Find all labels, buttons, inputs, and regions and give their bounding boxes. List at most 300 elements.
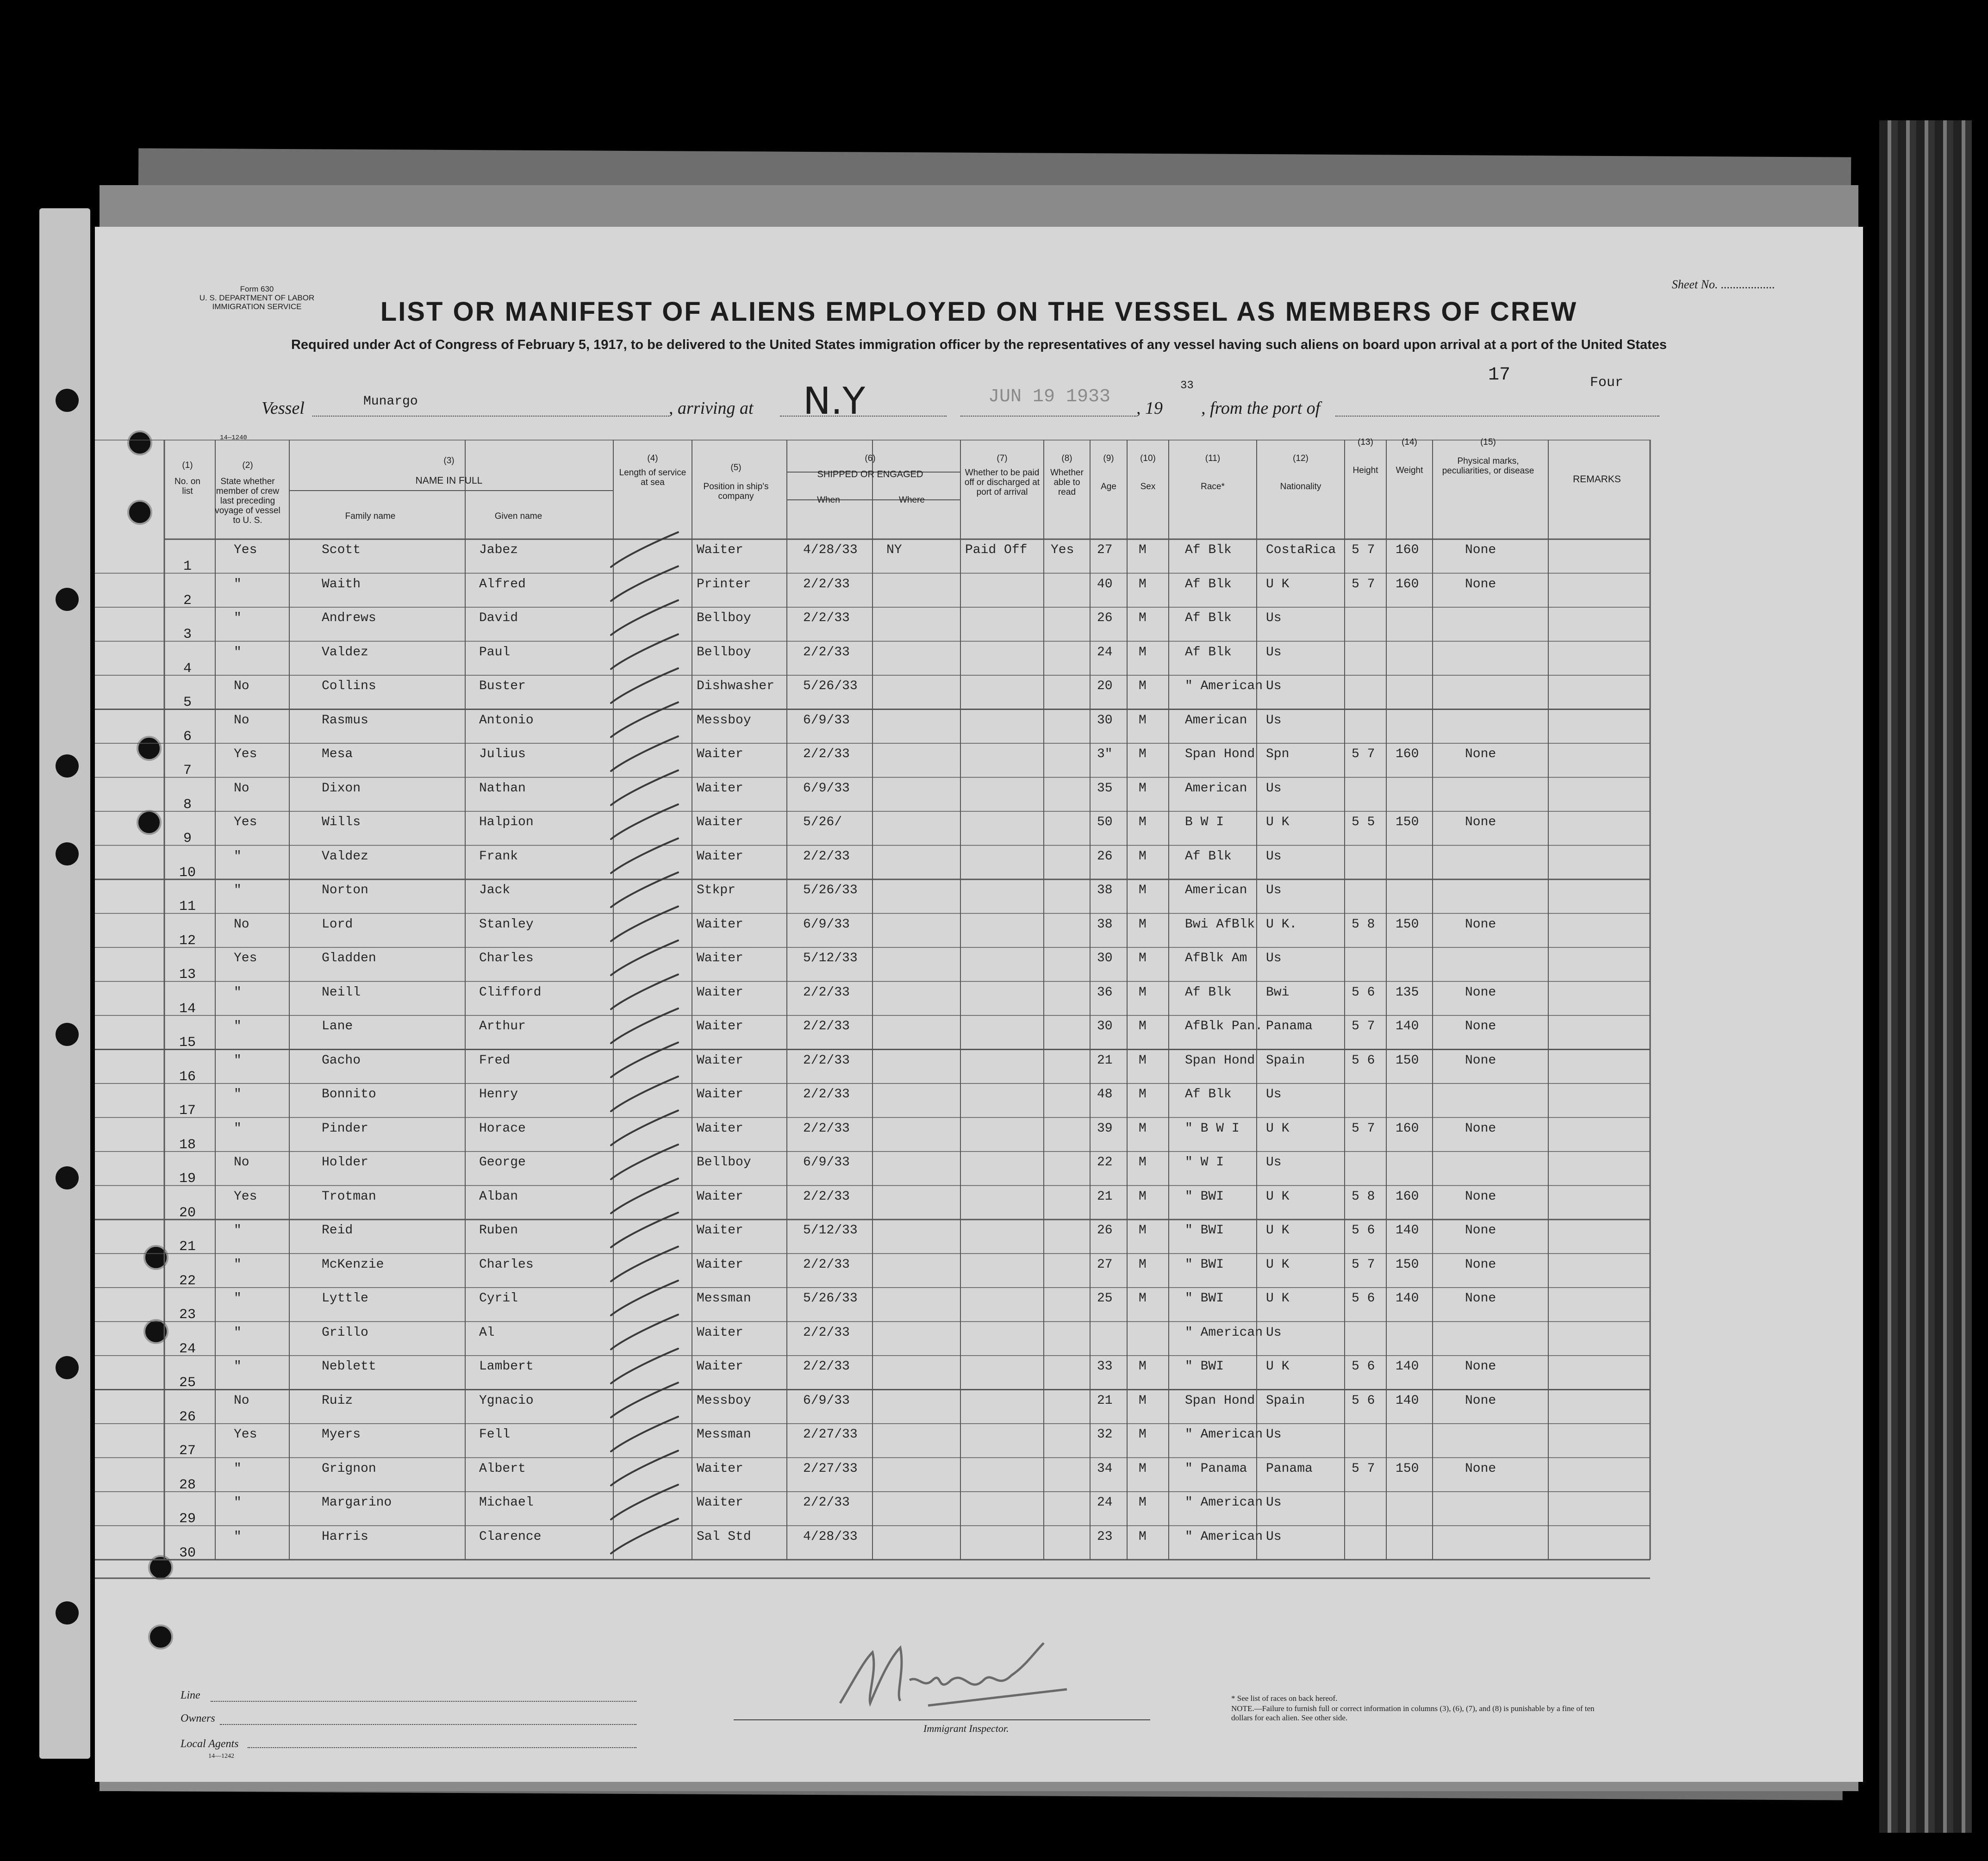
family-name-cell: Andrews [322,611,376,625]
row-number: 14 [179,1001,196,1017]
position-cell: Waiter [697,1019,743,1033]
prev-voyage-cell: " [234,1019,242,1033]
date-stamp: JUN 19 1933 [988,386,1111,407]
age-cell: 3" [1097,747,1113,761]
family-name-cell: Norton [322,883,368,897]
given-name-cell: Fred [479,1053,511,1068]
header-where: Where [899,495,925,505]
prev-voyage-cell: No [234,781,249,796]
check-mark [611,1519,678,1554]
shipped-when-cell: 4/28/33 [803,543,858,557]
shipped-where-cell: NY [886,543,902,557]
prev-voyage-cell: " [234,577,242,591]
shipped-when-cell: 2/2/33 [803,1495,850,1510]
family-name-cell: Valdez [322,849,368,864]
given-name-cell: Frank [479,849,518,864]
nationality-cell: Spain [1266,1393,1305,1408]
age-cell: 36 [1097,985,1113,1000]
prev-voyage-cell: " [234,1121,242,1136]
race-cell: Af Blk [1185,849,1232,864]
weight-cell: 160 [1396,1121,1419,1136]
age-cell: 24 [1097,645,1113,660]
family-name-cell: Harris [322,1529,368,1544]
position-cell: Messboy [697,713,751,728]
check-mark [611,975,678,1009]
height-cell: 5 7 [1352,1257,1375,1272]
shipped-when-cell: 4/28/33 [803,1529,858,1544]
family-name-cell: Collins [322,679,376,693]
position-cell: Waiter [697,781,743,796]
age-cell: 39 [1097,1121,1113,1136]
row-number: 16 [179,1069,196,1085]
sex-cell: M [1139,1053,1147,1068]
race-cell: " American [1185,1427,1263,1442]
form-number: Form 630 [240,285,274,293]
sex-cell: M [1139,577,1147,591]
sheet-number-label: Sheet No. .................. [1671,278,1775,291]
check-mark [611,1383,678,1418]
age-cell: 27 [1097,1257,1113,1272]
height-cell: 5 6 [1352,985,1375,1000]
position-cell: Messman [697,1291,751,1306]
position-cell: Messman [697,1427,751,1442]
prev-voyage-cell: " [234,1529,242,1544]
shipped-when-cell: 2/2/33 [803,747,850,761]
arriving-label: , arriving at [669,398,754,418]
check-mark [611,1247,678,1282]
race-cell: Span Hond [1185,1393,1255,1408]
family-name-cell: Bonnito [322,1087,376,1102]
row-number: 1 [183,559,192,574]
sex-cell: M [1139,917,1147,932]
nationality-cell: U K [1266,1257,1290,1272]
physical-marks-cell: None [1465,577,1496,591]
check-mark [611,1315,678,1350]
weight-cell: 140 [1396,1291,1419,1306]
prev-voyage-cell: " [234,1325,242,1340]
weight-cell: 160 [1396,543,1419,557]
given-name-cell: Jabez [479,543,518,557]
check-mark [611,635,678,669]
position-cell: Waiter [697,1053,743,1068]
nationality-cell: Panama [1266,1461,1313,1476]
row-number: 17 [179,1103,196,1119]
given-name-cell: Antonio [479,713,534,728]
age-cell: 30 [1097,1019,1113,1033]
sex-cell: M [1139,1189,1147,1204]
family-name-cell: Trotman [322,1189,376,1204]
binder-hole [56,389,79,412]
position-cell: Stkpr [697,883,736,897]
shipped-when-cell: 2/27/33 [803,1427,858,1442]
agents-code: 14—1242 [208,1753,234,1760]
position-cell: Dishwasher [697,679,775,693]
physical-marks-cell: None [1465,1053,1496,1068]
age-cell: 33 [1097,1359,1113,1374]
shipped-when-cell: 6/9/33 [803,1393,850,1408]
nationality-cell: Us [1266,1325,1282,1340]
family-name-cell: Holder [322,1155,368,1170]
row-number: 30 [179,1545,196,1561]
shipped-when-cell: 6/9/33 [803,917,850,932]
age-cell: 38 [1097,883,1113,897]
age-cell: 25 [1097,1291,1113,1306]
given-name-cell: Nathan [479,781,526,796]
prev-voyage-cell: No [234,1393,249,1408]
family-name-cell: Margarino [322,1495,392,1510]
weight-cell: 150 [1396,1257,1419,1272]
physical-marks-cell: None [1465,1257,1496,1272]
family-name-cell: Neblett [322,1359,376,1374]
weight-cell: 150 [1396,1053,1419,1068]
header-no: (1) No. on list [174,461,200,496]
check-mark [611,872,678,907]
race-cell: B W I [1185,815,1224,829]
nationality-cell: Us [1266,1155,1282,1170]
prev-voyage-cell: " [234,1495,242,1510]
height-cell: 5 8 [1352,917,1375,932]
prev-voyage-cell: " [234,645,242,660]
binder-hole [56,1023,79,1046]
handwritten-17: 17 [1488,365,1511,386]
nationality-cell: Us [1266,1495,1282,1510]
sex-cell: M [1139,747,1147,761]
arriving-value: N.Y [803,380,866,423]
given-name-cell: Al [479,1325,495,1340]
family-name-cell: Ruiz [322,1393,353,1408]
prev-voyage-cell: Yes [234,543,257,557]
race-cell: Span Hond [1185,1053,1255,1068]
prev-voyage-cell: " [234,883,242,897]
race-cell: AfBlk Pan. [1185,1019,1263,1033]
age-cell: 32 [1097,1427,1113,1442]
prev-voyage-cell: " [234,1257,242,1272]
check-mark [611,1417,678,1451]
race-cell: " American [1185,1325,1263,1340]
header-given-name: Given name [494,511,542,521]
physical-marks-cell: None [1465,1291,1496,1306]
physical-marks-cell: None [1465,1189,1496,1204]
nationality-cell: Panama [1266,1019,1313,1033]
row-number: 10 [179,865,196,881]
height-cell: 5 6 [1352,1393,1375,1408]
races-note: * See list of races on back hereof. [1231,1694,1338,1703]
weight-cell: 150 [1396,1461,1419,1476]
family-name-cell: McKenzie [322,1257,384,1272]
prev-voyage-cell: Yes [234,1189,257,1204]
age-cell: 21 [1097,1189,1113,1204]
race-cell: Af Blk [1185,985,1232,1000]
binder-strip [39,208,90,1759]
race-cell: " Panama [1185,1461,1247,1476]
nationality-cell: Us [1266,883,1282,897]
shipped-when-cell: 2/2/33 [803,1053,850,1068]
race-cell: " BWI [1185,1189,1224,1204]
race-cell: " BWI [1185,1359,1224,1374]
row-number: 22 [179,1273,196,1289]
position-cell: Waiter [697,1359,743,1374]
sex-cell: M [1139,849,1147,864]
prev-voyage-cell: " [234,611,242,625]
header-name: (3) NAME IN FULL [415,456,483,486]
prev-voyage-cell: No [234,713,249,728]
sex-cell: M [1139,713,1147,728]
sex-cell: M [1139,679,1147,693]
race-cell: American [1185,781,1247,796]
height-cell: 5 7 [1352,1121,1375,1136]
form-code: 14—1240 [220,434,247,442]
given-name-cell: Alban [479,1189,518,1204]
sheet-label: Sheet No. [1671,278,1718,291]
age-cell: 26 [1097,1223,1113,1238]
penalty-note: NOTE.—Failure to furnish full or correct information in columns (3), (6), (7), and (8) is punishable by a fine of ten dollars for each alien. See other side. [1231,1704,1595,1722]
shipped-when-cell: 2/2/33 [803,1189,850,1204]
race-cell: " American [1185,679,1263,693]
race-cell: Af Blk [1185,577,1232,591]
from-port-label: , from the port of [1201,398,1321,418]
given-name-cell: Albert [479,1461,526,1476]
prev-voyage-cell: " [234,1461,242,1476]
shipped-when-cell: 2/2/33 [803,1325,850,1340]
given-name-cell: Clarence [479,1529,542,1544]
family-name-cell: Myers [322,1427,361,1442]
given-name-cell: Stanley [479,917,534,932]
age-cell: 22 [1097,1155,1113,1170]
physical-marks-cell: None [1465,1019,1496,1033]
header-nationality: (12) Nationality [1280,454,1321,492]
row-number: 15 [179,1035,196,1051]
race-cell: " BWI [1185,1223,1224,1238]
race-cell: Af Blk [1185,1087,1232,1102]
sex-cell: M [1139,1121,1147,1136]
physical-marks-cell: None [1465,543,1496,557]
position-cell: Printer [697,577,751,591]
age-cell: 34 [1097,1461,1113,1476]
age-cell: 35 [1097,781,1113,796]
physical-marks-cell: None [1465,1223,1496,1238]
family-name-cell: Grillo [322,1325,368,1340]
height-cell: 5 6 [1352,1291,1375,1306]
given-name-cell: Arthur [479,1019,526,1033]
check-mark [611,1077,678,1111]
shipped-when-cell: 2/2/33 [803,849,850,864]
race-cell: Span Hond [1185,747,1255,761]
row-number: 18 [179,1137,196,1153]
row-number: 2 [183,592,192,609]
check-mark [611,1281,678,1315]
nationality-cell: U K [1266,577,1290,591]
age-cell: 27 [1097,543,1113,557]
position-cell: Waiter [697,1257,743,1272]
prev-voyage-cell: " [234,1087,242,1102]
weight-cell: 150 [1396,815,1419,829]
sex-cell: M [1139,1529,1147,1544]
position-cell: Waiter [697,849,743,864]
agents-underline [248,1747,636,1748]
row-number: 5 [183,695,192,710]
physical-marks-cell: None [1465,1359,1496,1374]
sex-cell: M [1139,543,1147,557]
height-cell: 5 7 [1352,577,1375,591]
race-cell: " BWI [1185,1257,1224,1272]
family-name-cell: Rasmus [322,713,368,728]
page-title: LIST OR MANIFEST OF ALIENS EMPLOYED ON THE VESSEL AS MEMBERS OF CREW [380,297,1578,327]
nationality-cell: Us [1266,781,1282,796]
family-name-cell: Valdez [322,645,368,660]
row-number: 29 [179,1511,196,1527]
row-number: 8 [183,797,192,813]
given-name-cell: George [479,1155,526,1170]
age-cell: 20 [1097,679,1113,693]
age-cell: 21 [1097,1393,1113,1408]
nationality-cell: Us [1266,679,1282,693]
row-number: 13 [179,967,196,983]
age-cell: 48 [1097,1087,1113,1102]
physical-marks-cell: None [1465,985,1496,1000]
inspector-label: Immigrant Inspector. [923,1723,1009,1734]
annotation-four: Four [1590,375,1624,391]
physical-marks-cell: None [1465,815,1496,829]
shipped-when-cell: 2/2/33 [803,1121,850,1136]
nationality-cell: Us [1266,951,1282,965]
race-cell: Af Blk [1185,543,1232,557]
position-cell: Waiter [697,815,743,829]
row-number: 21 [179,1239,196,1255]
owners-underline [220,1724,636,1725]
family-name-cell: Lord [322,917,353,932]
check-mark [611,668,678,703]
given-name-cell: Cyril [479,1291,518,1306]
inspector-underline [734,1719,1150,1720]
sex-cell: M [1139,951,1147,965]
physical-marks-cell: None [1465,1461,1496,1476]
age-cell: 30 [1097,713,1113,728]
position-cell: Bellboy [697,611,751,625]
row-number: 25 [179,1375,196,1391]
row-number: 4 [183,660,192,677]
shipped-when-cell: 5/26/33 [803,883,858,897]
position-cell: Waiter [697,917,743,932]
binder-hole [56,842,79,865]
nationality-cell: Us [1266,645,1282,660]
given-name-cell: Fell [479,1427,511,1442]
height-cell: 5 6 [1352,1223,1375,1238]
sex-cell: M [1139,611,1147,625]
row-number: 26 [179,1409,196,1425]
row-number: 9 [183,831,192,846]
check-mark [611,600,678,635]
height-cell: 5 7 [1352,1019,1375,1033]
shipped-when-cell: 2/27/33 [803,1461,858,1476]
nationality-cell: Spn [1266,747,1290,761]
row-number: 19 [179,1171,196,1187]
race-cell: AfBlk Am [1185,951,1247,965]
binder-hole [56,754,79,778]
check-mark [611,839,678,873]
sex-cell: M [1139,645,1147,660]
race-cell: Af Blk [1185,645,1232,660]
position-cell: Waiter [697,951,743,965]
shipped-when-cell: 6/9/33 [803,781,850,796]
position-cell: Waiter [697,747,743,761]
sex-cell: M [1139,1359,1147,1374]
sex-cell: M [1139,1393,1147,1408]
height-cell: 5 7 [1352,543,1375,557]
nationality-cell: U K [1266,1291,1290,1306]
service-name: IMMIGRATION SERVICE [212,302,302,311]
position-cell: Bellboy [697,645,751,660]
check-mark [611,566,678,601]
sex-cell: M [1139,1223,1147,1238]
check-mark [611,1043,678,1077]
age-cell: 30 [1097,951,1113,965]
given-name-cell: Horace [479,1121,526,1136]
height-cell: 5 7 [1352,747,1375,761]
given-name-cell: Alfred [479,577,526,591]
prev-voyage-cell: Yes [234,951,257,965]
row-number: 23 [179,1307,196,1323]
line-label: Line [181,1689,200,1701]
age-cell: 50 [1097,815,1113,829]
nationality-cell: U K [1266,1189,1290,1204]
binder-edge [1879,120,1972,1833]
prev-voyage-cell: No [234,917,249,932]
position-cell: Waiter [697,1223,743,1238]
shipped-when-cell: 2/2/33 [803,1087,850,1102]
shipped-when-cell: 2/2/33 [803,1359,850,1374]
position-cell: Bellboy [697,1155,751,1170]
height-cell: 5 8 [1352,1189,1375,1204]
header-prev-voyage: (2) State whether member of crew last preceding voyage of vessel to U. S. [215,461,280,525]
check-mark [611,771,678,805]
year-value: 33 [1180,380,1194,392]
header-remarks: REMARKS [1573,474,1621,485]
prev-voyage-cell: " [234,849,242,864]
row-number: 12 [179,933,196,949]
header-sex: (10) Sex [1140,454,1156,492]
nationality-cell: Us [1266,713,1282,728]
check-mark [611,1179,678,1214]
height-cell: 5 6 [1352,1053,1375,1068]
sex-cell: M [1139,1291,1147,1306]
page-subtitle: Required under Act of Congress of February 5, 1917, to be delivered to the United States immigration officer by the representatives of any vessel having such aliens on board upon arrival at a port of the United States [291,337,1667,352]
able-to-read-cell: Yes [1051,543,1074,557]
shipped-when-cell: 6/9/33 [803,713,850,728]
nationality-cell: Bwi [1266,985,1290,1000]
race-cell: " W I [1185,1155,1224,1170]
position-cell: Waiter [697,1325,743,1340]
age-cell: 23 [1097,1529,1113,1544]
race-cell: " American [1185,1529,1263,1544]
race-cell: American [1185,713,1247,728]
row-number: 6 [183,728,192,745]
given-name-cell: Buster [479,679,526,693]
height-cell: 5 5 [1352,815,1375,829]
weight-cell: 150 [1396,917,1419,932]
given-name-cell: Henry [479,1087,518,1102]
nationality-cell: Us [1266,611,1282,625]
sex-cell: M [1139,1087,1147,1102]
header-family-name: Family name [345,511,396,521]
position-cell: Waiter [697,1121,743,1136]
sex-cell: M [1139,1495,1147,1510]
row-number: 3 [183,627,192,642]
position-cell: Messboy [697,1393,751,1408]
check-mark [611,940,678,975]
header-age: (9) Age [1101,454,1116,492]
prev-voyage-cell: No [234,679,249,693]
given-name-cell: Ygnacio [479,1393,534,1408]
